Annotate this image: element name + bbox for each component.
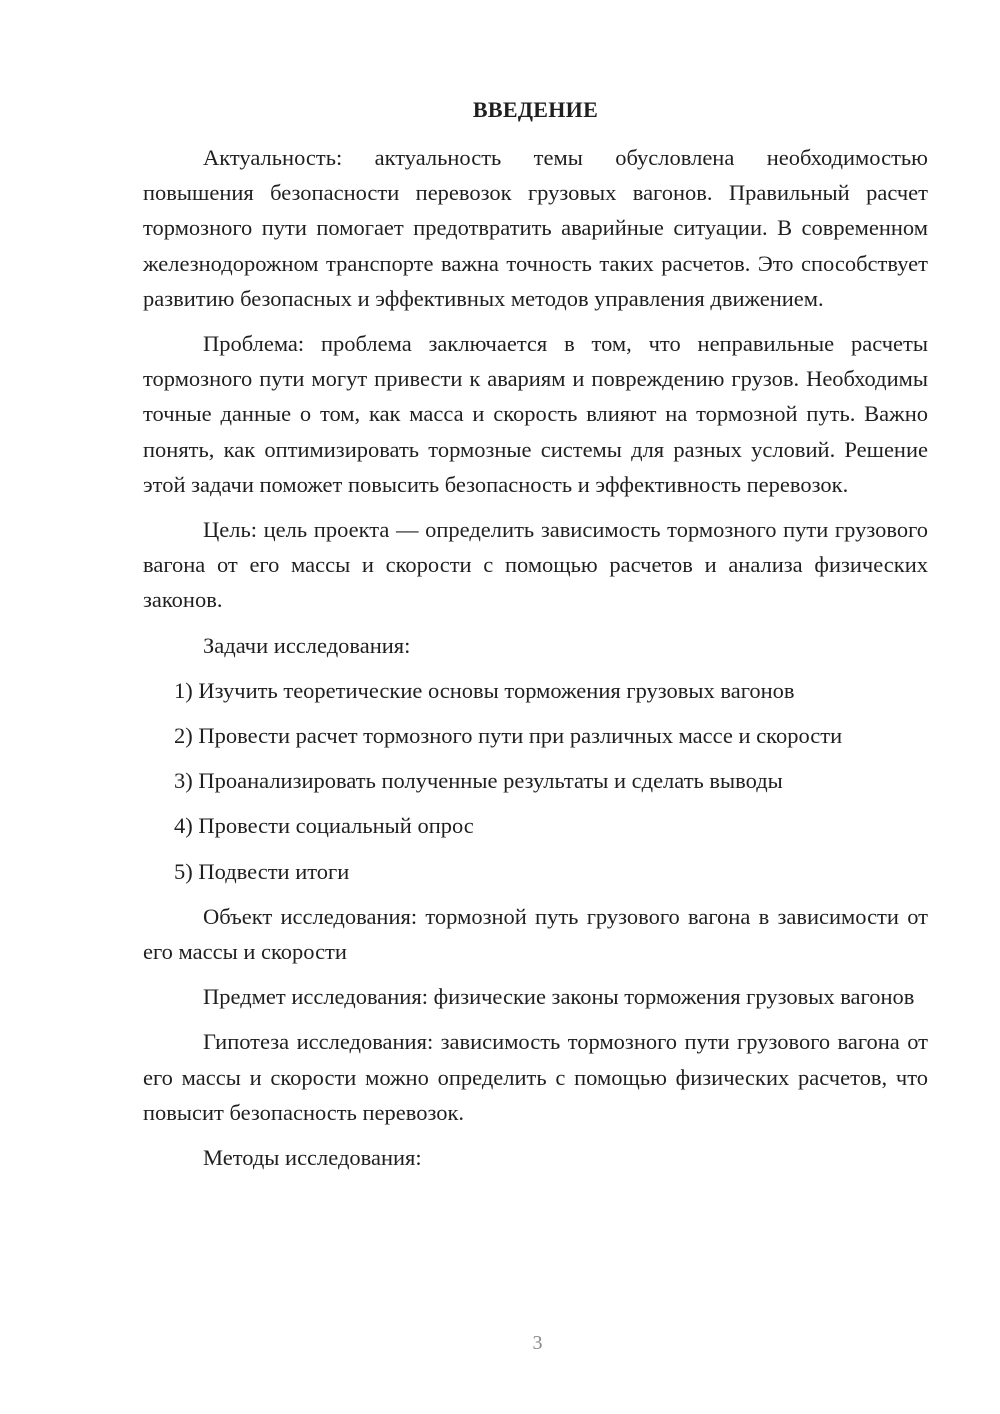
paragraph-goal: Цель: цель проекта — определить зависимость тормозного пути грузового вагона от его массы и скорости с помощью расчетов и анализа физических законов. — [143, 517, 928, 613]
list-item: 2) Провести расчет тормозного пути при различных массе и скорости — [174, 723, 843, 749]
tasks-list — [143, 673, 928, 889]
list-item: 1) Изучить теоретические основы торможения грузовых вагонов — [174, 677, 795, 703]
paragraph-object: Объект исследования: тормозной путь грузового вагона в зависимости от его массы и скорости — [143, 903, 928, 965]
tasks-heading: Задачи исследования: — [203, 632, 411, 658]
document-page — [143, 92, 928, 1185]
list-item: 3) Проанализировать полученные результаты и сделать выводы — [174, 768, 783, 794]
paragraph-problem: Проблема: проблема заключается в том, что неправильные расчеты тормозного пути могут привести к авариям и повреждению грузов. Необходимы точные данные о том, как масса и скорость влияют на тормозной путь. Важно понять, как оптимизировать тормозные системы для разных условий. Решение этой задачи поможет повысить безопасность и эффективность перевозок. — [143, 331, 928, 497]
list-item: 4) Провести социальный опрос — [174, 813, 474, 839]
page-number: 3 — [532, 1332, 543, 1354]
paragraph-hypothesis: Гипотеза исследования: зависимость тормозного пути грузового вагона от его массы и скорости можно определить с помощью физических расчетов, что повысит безопасность перевозок. — [143, 1029, 928, 1125]
document-title: ВВЕДЕНИЕ — [472, 97, 599, 122]
paragraph-methods-heading: Методы исследования: — [203, 1145, 422, 1171]
paragraph-subject: Предмет исследования: физические законы торможения грузовых вагонов — [203, 984, 915, 1010]
list-item: 5) Подвести итоги — [174, 858, 350, 884]
paragraph-relevance: Актуальность: актуальность темы обусловлена необходимостью повышения безопасности перевозок грузовых вагонов. Правильный расчет тормозного пути помогает предотвратить аварийные ситуации. В современном железнодорожном транспорте важна точность таких расчетов. Это способствует развитию безопасных и эффективных методов управления движением. — [143, 145, 928, 311]
